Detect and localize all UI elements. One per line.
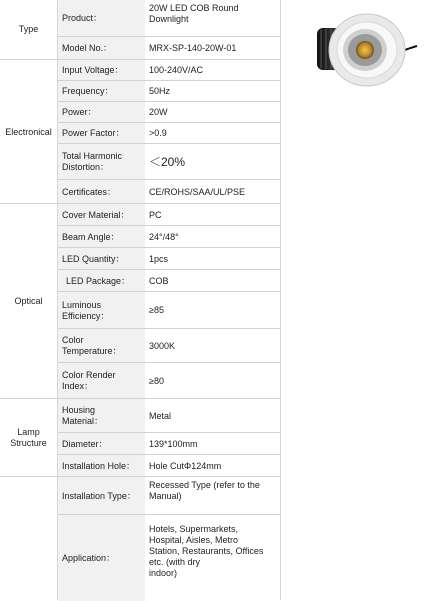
row-value: Metal	[149, 410, 172, 421]
row-label: Model No.：	[58, 37, 145, 60]
row-label: Cover Material：	[58, 204, 145, 226]
table-row	[58, 476, 281, 515]
table-row	[58, 203, 281, 226]
row-value: 100-240V/AC	[149, 65, 204, 75]
row-label: Installation Type：	[58, 477, 145, 515]
table-row	[58, 59, 281, 81]
group-type: Type	[18, 24, 39, 34]
row-value: 20W	[149, 107, 168, 117]
row-label: Beam Angle：	[58, 226, 145, 248]
table-row	[58, 80, 281, 102]
row-value: 3000K	[149, 340, 176, 351]
row-label: Installation Hole：	[58, 455, 145, 477]
row-value: >0.9	[149, 128, 167, 138]
row-label: LED Quantity：	[58, 248, 145, 270]
row-value: 20W LED COB Round Downlight	[149, 3, 239, 24]
row-value: 139*100mm	[149, 438, 198, 449]
row-value: PC	[149, 209, 162, 220]
led-cob-downlight-photo	[311, 8, 419, 92]
row-label: Application：	[58, 515, 145, 601]
table-row	[58, 143, 281, 180]
row-label: Total Harmonic Distortion：	[58, 144, 145, 180]
row-label: LED Package：	[58, 270, 145, 292]
row-label: Housing Material：	[58, 399, 145, 433]
table-row	[58, 225, 281, 248]
table-row	[58, 179, 281, 204]
table-row	[58, 247, 281, 270]
row-value: Recessed Type (refer to the Manual)	[149, 480, 260, 501]
table-row	[58, 36, 281, 60]
table-row	[58, 101, 281, 123]
table-row	[58, 269, 281, 292]
row-label: Product：	[58, 0, 145, 36]
row-label: Luminous Efficiency：	[58, 292, 145, 329]
row-label: Color Render Index：	[58, 363, 145, 399]
group-lamp-structure: Lamp Structure	[0, 398, 57, 477]
table-row	[58, 0, 281, 36]
table-row	[58, 432, 281, 455]
row-label: Certificates：	[58, 180, 145, 204]
table-row	[58, 362, 281, 399]
row-value: CE/ROHS/SAA/UL/PSE	[149, 186, 246, 197]
row-value: 50Hz	[149, 86, 171, 96]
group-optical: Optical	[0, 203, 57, 399]
row-value: MRX-SP-140-20W-01	[149, 43, 237, 53]
table-row	[58, 454, 281, 477]
row-label: Input Voltage：	[58, 60, 145, 81]
table-row	[58, 291, 281, 329]
row-value: 24°/48°	[149, 231, 179, 242]
row-label: Power Factor：	[58, 123, 145, 144]
table-row	[58, 328, 281, 363]
row-value: ＜20%	[149, 154, 186, 169]
table-row	[58, 122, 281, 144]
row-label: Diameter：	[58, 433, 145, 455]
row-value: 1pcs	[149, 253, 169, 264]
table-row	[58, 398, 281, 433]
table-row	[58, 514, 281, 601]
row-value: COB	[149, 275, 169, 286]
group-installation	[0, 476, 57, 601]
row-value: ≥80	[149, 375, 164, 386]
row-label: Power：	[58, 102, 145, 123]
row-label: Color Temperature：	[58, 329, 145, 363]
group-electronical: Electronical	[0, 59, 57, 204]
row-value: ≥85	[149, 305, 164, 315]
row-value: Hotels, Supermarkets, Hospital, Aisles, Metro Station, Restaurants, Offices etc. (with dry indoor)	[149, 524, 264, 578]
row-label: Frequency：	[58, 81, 145, 102]
row-value: Hole CutΦ124mm	[149, 460, 222, 471]
